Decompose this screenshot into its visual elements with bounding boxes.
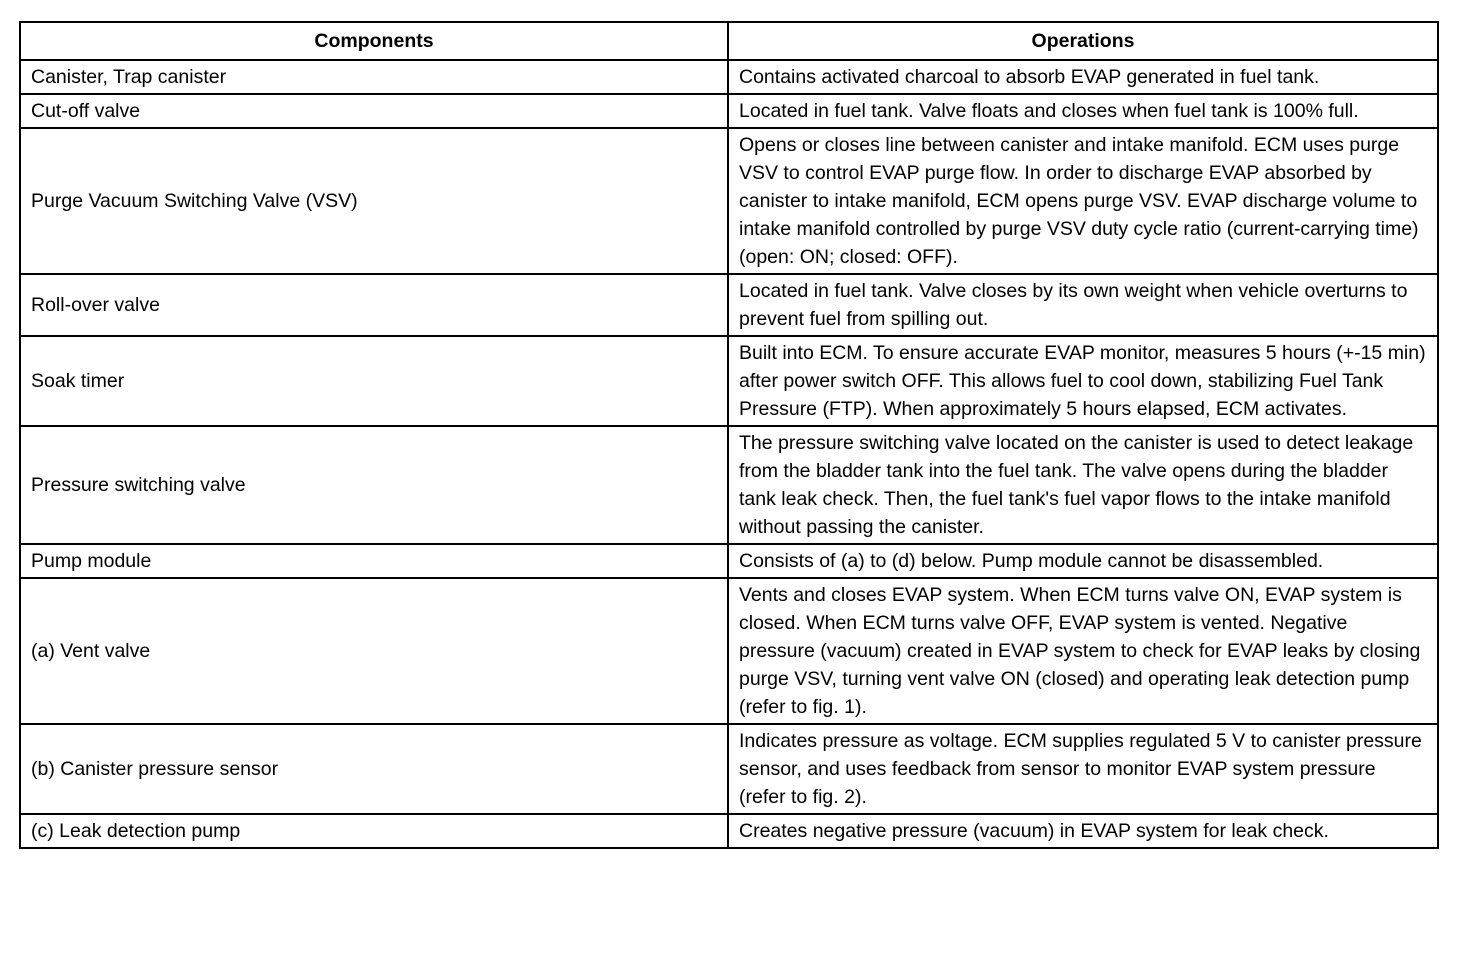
operation-cell: Indicates pressure as voltage. ECM supplies regulated 5 V to canister pressure sensor, and uses feedback from sensor to monitor EVAP system pressure (refer to fig. 2). [728,724,1438,814]
operation-cell: Opens or closes line between canister and intake manifold. ECM uses purge VSV to control EVAP purge flow. In order to discharge EVAP absorbed by canister to intake manifold, ECM opens purge VSV. EVAP discharge volume to intake manifold controlled by purge VSV duty cycle ratio (current-carrying time) (open: ON; closed: OFF). [728,128,1438,274]
operation-cell: Vents and closes EVAP system. When ECM turns valve ON, EVAP system is closed. When ECM turns valve OFF, EVAP system is vented. Negative pressure (vacuum) created in EVAP system to check for EVAP leaks by closing purge VSV, turning vent valve ON (closed) and operating leak detection pump (refer to fig. 1). [728,578,1438,724]
component-cell: (b) Canister pressure sensor [20,724,728,814]
table-row [20,724,1438,814]
header-row [20,22,1438,60]
table-row [20,128,1438,274]
operation-cell: Creates negative pressure (vacuum) in EVAP system for leak check. [728,814,1438,848]
table-row [20,578,1438,724]
component-cell: Canister, Trap canister [20,60,728,94]
operation-cell: Located in fuel tank. Valve closes by its own weight when vehicle overturns to prevent fuel from spilling out. [728,274,1438,336]
operation-cell: Built into ECM. To ensure accurate EVAP monitor, measures 5 hours (+-15 min) after power switch OFF. This allows fuel to cool down, stabilizing Fuel Tank Pressure (FTP). When approximately 5 hours elapsed, ECM activates. [728,336,1438,426]
component-cell: Cut-off valve [20,94,728,128]
component-cell: (a) Vent valve [20,578,728,724]
components-operations-table [19,21,1439,849]
operation-cell: Contains activated charcoal to absorb EVAP generated in fuel tank. [728,60,1438,94]
operation-cell: Consists of (a) to (d) below. Pump module cannot be disassembled. [728,544,1438,578]
table-row [20,814,1438,848]
operations-header: Operations [728,22,1438,60]
component-cell: Purge Vacuum Switching Valve (VSV) [20,128,728,274]
table-row [20,544,1438,578]
component-cell: Roll-over valve [20,274,728,336]
components-header: Components [20,22,728,60]
component-cell: Soak timer [20,336,728,426]
table-row [20,426,1438,544]
table-row [20,60,1438,94]
operation-cell: The pressure switching valve located on the canister is used to detect leakage from the bladder tank into the fuel tank. The valve opens during the bladder tank leak check. Then, the fuel tank's fuel vapor flows to the intake manifold without passing the canister. [728,426,1438,544]
component-cell: Pump module [20,544,728,578]
operation-cell: Located in fuel tank. Valve floats and closes when fuel tank is 100% full. [728,94,1438,128]
component-cell: Pressure switching valve [20,426,728,544]
table-row [20,94,1438,128]
component-cell: (c) Leak detection pump [20,814,728,848]
table-row [20,336,1438,426]
table-row [20,274,1438,336]
